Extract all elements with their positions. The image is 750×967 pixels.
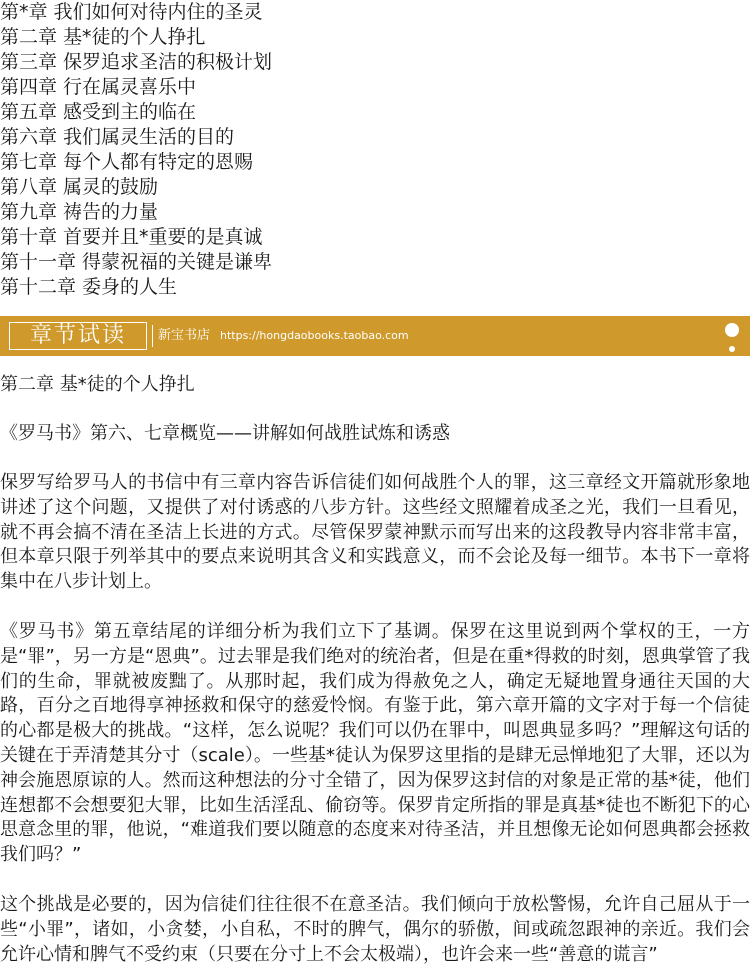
toc-item: 第二章 基*徒的个人挣扎 — [0, 26, 206, 48]
excerpt-content — [0, 373, 750, 967]
banner-title: 章节试读 — [29, 323, 126, 348]
table-of-contents — [0, 0, 750, 300]
decorative-dot-icon — [729, 346, 735, 352]
toc-item: 第九章 祷告的力量 — [0, 201, 159, 223]
toc-item: 第十一章 得蒙祝福的关键是谦卑 — [0, 251, 273, 273]
chapter-title: 第二章 基*徒的个人挣扎 — [0, 374, 195, 395]
spacer — [0, 595, 750, 620]
banner-title-box — [9, 322, 147, 350]
section-banner — [0, 316, 750, 356]
toc-item: 第五章 感受到主的临在 — [0, 101, 197, 123]
shop-url: https://hongdaobooks.taobao.com — [220, 329, 409, 342]
body-paragraph: 《罗马书》第五章结尾的详细分析为我们立下了基调。保罗在这里说到两个掌权的王，一方是“罪”，另一方是“恩典”。过去罪是我们绝对的统治者，但是在重*得救的时刻，恩典掌管了我们的生命，罪就被废黜了。从那时起，我们成为得赦免之人，确定无疑地置身通往天国的大路，百分之百地得享神拯救和保守的慈爱怜悯。有鉴于此，第六章开篇的文字对于每一个信徒的心都是极大的挑战。“这样，怎么说呢？我们可以仍在罪中，叫恩典显多吗？”理解这句话的关键在于弄清楚其分寸（scale）。一些基*徒认为保罗这里指的是肆无忌惮地犯了大罪，还以为神会施恩原谅的人。然而这种想法的分寸全错了，因为保罗这封信的对象是正常的基*徒，他们连想都不会想要犯大罪，比如生活淫乱、偷窃等。保罗肯定所指的罪是真基*徒也不断犯下的心思意念里的罪，他说，“难道我们要以随意的态度来对待圣洁，并且想像无论如何恩典都会拯救我们吗？” — [0, 620, 750, 866]
section-title: 《罗马书》第六、七章概览——讲解如何战胜试炼和诱惑 — [0, 423, 450, 444]
toc-item: 第四章 行在属灵喜乐中 — [0, 76, 197, 98]
toc-item: 第三章 保罗追求圣洁的积极计划 — [0, 51, 273, 73]
spacer — [0, 446, 750, 471]
toc-item: 第七章 每个人都有特定的恩赐 — [0, 151, 254, 173]
toc-item: 第六章 我们属灵生活的目的 — [0, 126, 235, 148]
toc-item: 第*章 我们如何对待内住的圣灵 — [0, 1, 263, 23]
spacer — [0, 397, 750, 422]
toc-item: 第八章 属灵的鼓励 — [0, 176, 159, 198]
spacer — [0, 868, 750, 893]
decorative-dot-icon — [725, 323, 739, 337]
toc-item: 第十章 首要并且*重要的是真诚 — [0, 226, 263, 248]
body-paragraph: 保罗写给罗马人的书信中有三章内容告诉信徒们如何战胜个人的罪，这三章经文开篇就形象地讲述了这个问题，又提供了对付诱惑的八步方针。这些经文照耀着成圣之光，我们一旦看见，就不再会搞不清在圣洁上长进的方式。尽管保罗蒙神默示而写出来的这段教导内容非常丰富，但本章只限于列举其中的要点来说明其含义和实践意义，而不会论及每一细节。本书下一章将集中在八步计划上。 — [0, 472, 750, 593]
toc-item: 第十二章 委身的人生 — [0, 276, 178, 298]
body-paragraph: 这个挑战是必要的，因为信徒们往往很不在意圣洁。我们倾向于放松警惕，允许自己屈从于一些“小罪”，诸如，小贪婪，小自私，不时的脾气，偶尔的骄傲，间或疏忽跟神的亲近。我们会允许心情和脾气不受约束（只要在分寸上不会太极端），也许会来一些“善意的谎言” — [0, 893, 750, 965]
banner-divider — [152, 325, 153, 347]
shop-name: 新宝书店 — [158, 328, 211, 343]
